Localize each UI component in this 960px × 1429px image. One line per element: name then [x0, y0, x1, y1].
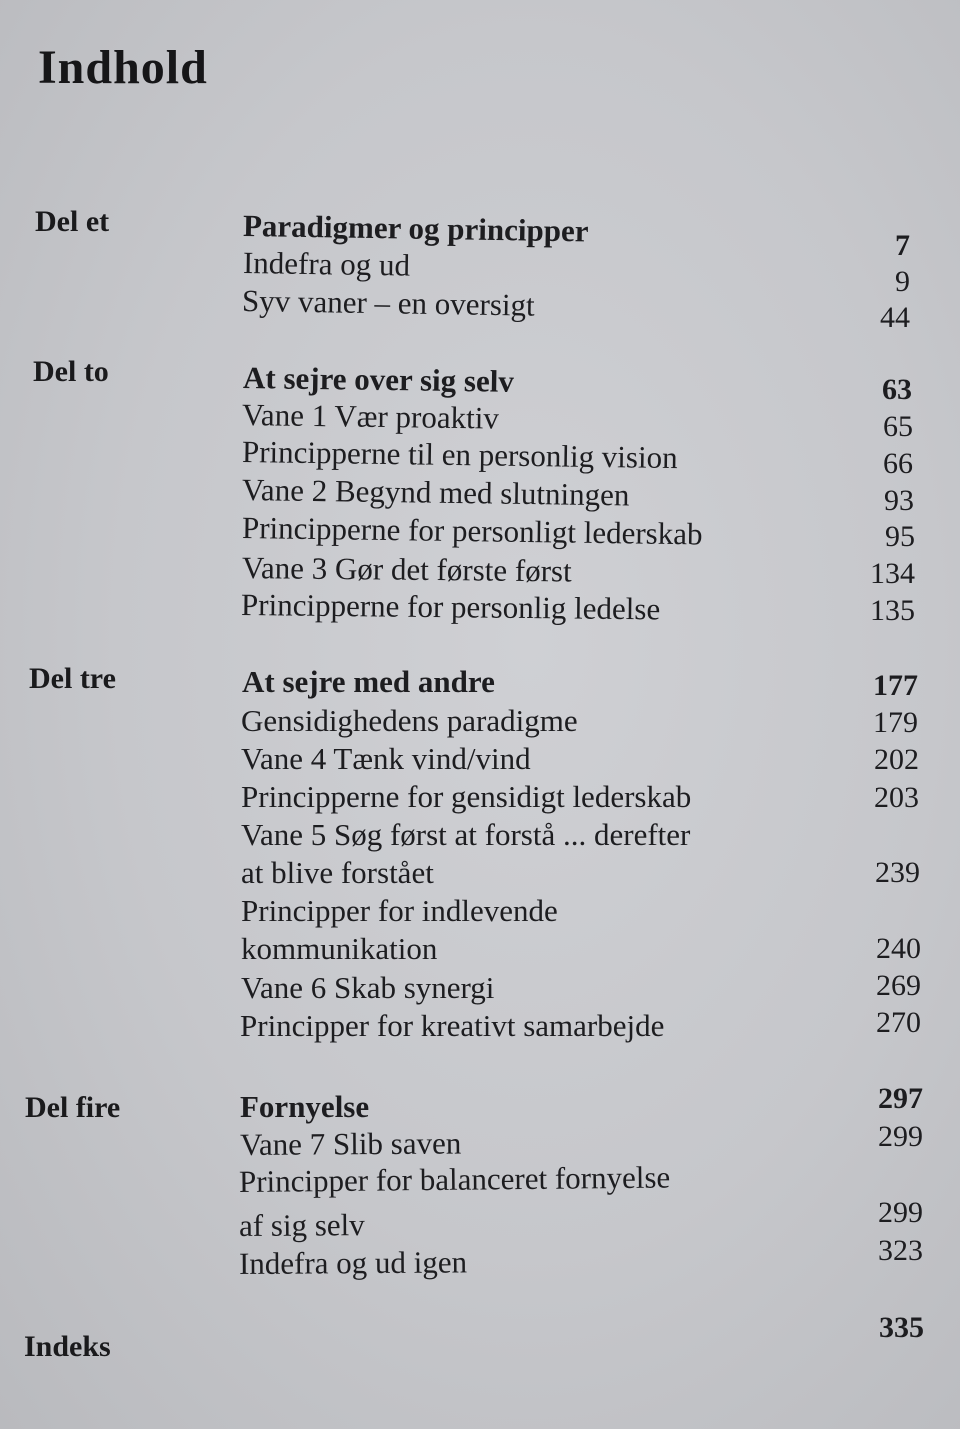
toc-entry: Vane 1 Vær proaktiv	[241, 397, 500, 436]
toc-entry: Vane 2 Begynd med slutningen	[241, 472, 630, 513]
toc-entry: Syv vaner – en oversigt	[241, 283, 535, 323]
toc-entry: Principperne for personligt lederskab	[241, 510, 703, 552]
toc-entry: Indefra og ud	[242, 245, 411, 283]
page-number: 44	[880, 301, 910, 334]
page-number: 335	[879, 1311, 924, 1344]
page-number: 135	[870, 594, 915, 627]
toc-entry: Principperne til en personlig vision	[241, 434, 678, 476]
page-number: 323	[878, 1234, 923, 1267]
page-number: 134	[870, 557, 915, 590]
index-label: Indeks	[24, 1330, 111, 1363]
page-number: 202	[874, 743, 919, 776]
toc-entry-continuation: af sig selv	[238, 1207, 365, 1243]
part-label: Del fire	[25, 1091, 121, 1124]
page-title: Indhold	[38, 41, 208, 94]
page-number: 269	[876, 969, 921, 1002]
page-number: 95	[885, 520, 915, 553]
page-number: 297	[878, 1082, 923, 1115]
toc-entry: Principperne for personlig ledelse	[240, 587, 661, 627]
toc-entry: Vane 5 Søg først at forstå ... derefter	[241, 817, 691, 852]
part-label: Del tre	[29, 662, 116, 695]
toc-entry: Vane 3 Gør det første først	[241, 550, 572, 589]
toc-entry-heading: Fornyelse	[240, 1089, 370, 1124]
part-label: Del to	[33, 355, 109, 388]
page-number: 299	[878, 1120, 923, 1153]
toc-entry: Principperne for gensidigt lederskab	[241, 779, 692, 814]
page-number: 270	[876, 1006, 921, 1039]
page-number: 63	[882, 373, 912, 406]
toc-entry: Vane 7 Slib saven	[239, 1125, 462, 1162]
page-number: 66	[883, 447, 913, 480]
toc-entry: Indefra og ud igen	[238, 1244, 468, 1281]
page-number: 240	[876, 932, 921, 965]
page-number: 179	[873, 706, 918, 739]
toc-entry: Vane 4 Tænk vind/vind	[241, 741, 531, 776]
toc-entry: Principper for balanceret fornyelse	[238, 1159, 671, 1199]
page-number: 65	[883, 410, 913, 443]
toc-entry: Principper for kreativt samarbejde	[240, 1008, 665, 1043]
toc-entry-continuation: kommunikation	[241, 931, 438, 966]
page-number: 9	[895, 265, 910, 298]
toc-entry: Gensidighedens paradigme	[241, 703, 578, 738]
part-label: Del et	[35, 205, 110, 238]
page-number: 299	[878, 1196, 923, 1229]
toc-entry-heading: At sejre med andre	[242, 664, 495, 699]
page-number: 7	[895, 229, 910, 262]
toc-entry: Principper for indlevende	[241, 893, 558, 928]
toc-entry-heading: At sejre over sig selv	[242, 360, 515, 399]
page-number: 203	[874, 781, 919, 814]
page-number: 239	[875, 856, 920, 889]
toc-entry-heading: Paradigmer og principper	[242, 208, 589, 249]
toc-entry: Vane 6 Skab synergi	[241, 970, 495, 1005]
toc-entry-continuation: at blive forstået	[241, 855, 434, 890]
page-number: 93	[884, 484, 914, 517]
page-number: 177	[873, 669, 918, 702]
